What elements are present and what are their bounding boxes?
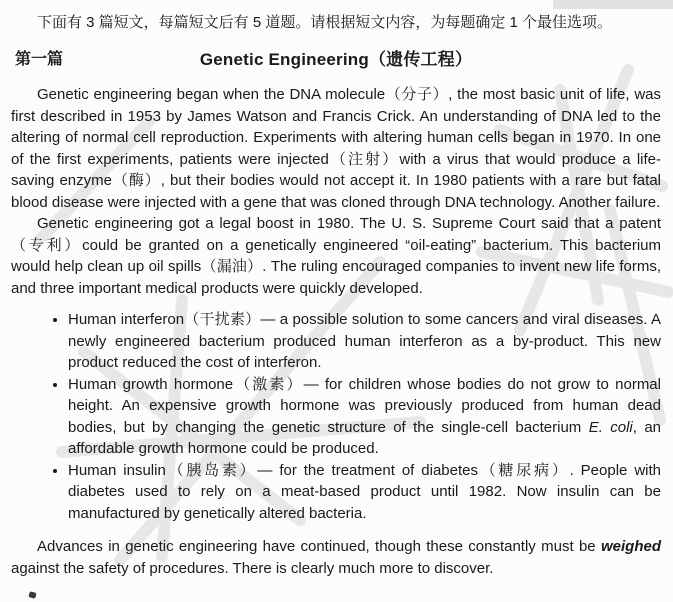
section-label: 第一篇	[15, 51, 64, 68]
bullet-growth-hormone-ecoli: E. coli	[588, 418, 633, 436]
paragraph-dna-history: Genetic engineering began when the DNA molecule（分子）, the most basic unit of life, was first described in 1953 by James Watson and Francis Crick. An understanding of DNA led to the altering of normal cell reproduction. Experiments with altering human cells began in 1970. In one of the first experiments, patients were injected（注射）with a virus that would produce a life-saving enzyme（酶）, but their bodies would not accept it. In 1980 patients with a rare but fatal blood disease were injected with a gene that was cloned through DNA technology. Another failure.	[11, 86, 661, 211]
instruction-text: 下面有 3 篇短文，每篇短文后有 5 道题。请根据短文内容，为每题确定 1 个最佳选项。	[37, 14, 613, 31]
bullet-list-medical-products	[11, 309, 661, 524]
bullet-item-insulin-text: Human insulin（胰岛素）— for the treatment of diabetes（糖尿病）. People with diabetes used to rely on a meat-based product until 1982. Now insulin can be manufactured by genetically altered bacteria.	[68, 461, 661, 522]
closing-paragraph	[11, 536, 661, 579]
bullet-item-growth-hormone	[68, 374, 661, 460]
passage-title: Genetic Engineering（遗传工程）	[199, 50, 473, 69]
paragraph-legal-boost: Genetic engineering got a legal boost in 1980. The U. S. Supreme Court said that a patent（专利）could be granted on a genetically engineered “oil-eating” bacterium. This bacterium would help clean up oil spills（漏油）. The ruling encouraged companies to invent new life forms, and three important medical products were quickly developed.	[11, 215, 661, 297]
bullet-item-insulin	[68, 460, 661, 525]
bullet-item-interferon	[68, 309, 661, 374]
closing-text-pre: Advances in genetic engineering have continued, though these constantly must be	[37, 538, 601, 555]
bullet-item-interferon-text: Human interferon（干扰素）— a possible solution to some cancers and viral diseases. A newly engineered bacterium produced human interferon as a by-product. This new product reduced the cost of interferon.	[68, 311, 661, 371]
bullet-growth-hormone-text-post: , an affordable growth hormone could be produced.	[68, 418, 662, 457]
closing-text-post: against the safety of procedures. There is clearly much more to discover.	[11, 559, 494, 577]
scan-artifact-speck	[28, 591, 36, 599]
closing-emphasis-weighed: weighed	[600, 538, 661, 555]
scan-artifact-corner	[553, 0, 673, 9]
passage-heading	[11, 49, 661, 71]
bullet-growth-hormone-text-pre: Human growth hormone（激素）— for children whose bodies do not grow to normal height. An expensive growth hormone was previously produced from human dead bodies, but by changing the genetic structure of the single-cell bacterium	[68, 375, 661, 436]
